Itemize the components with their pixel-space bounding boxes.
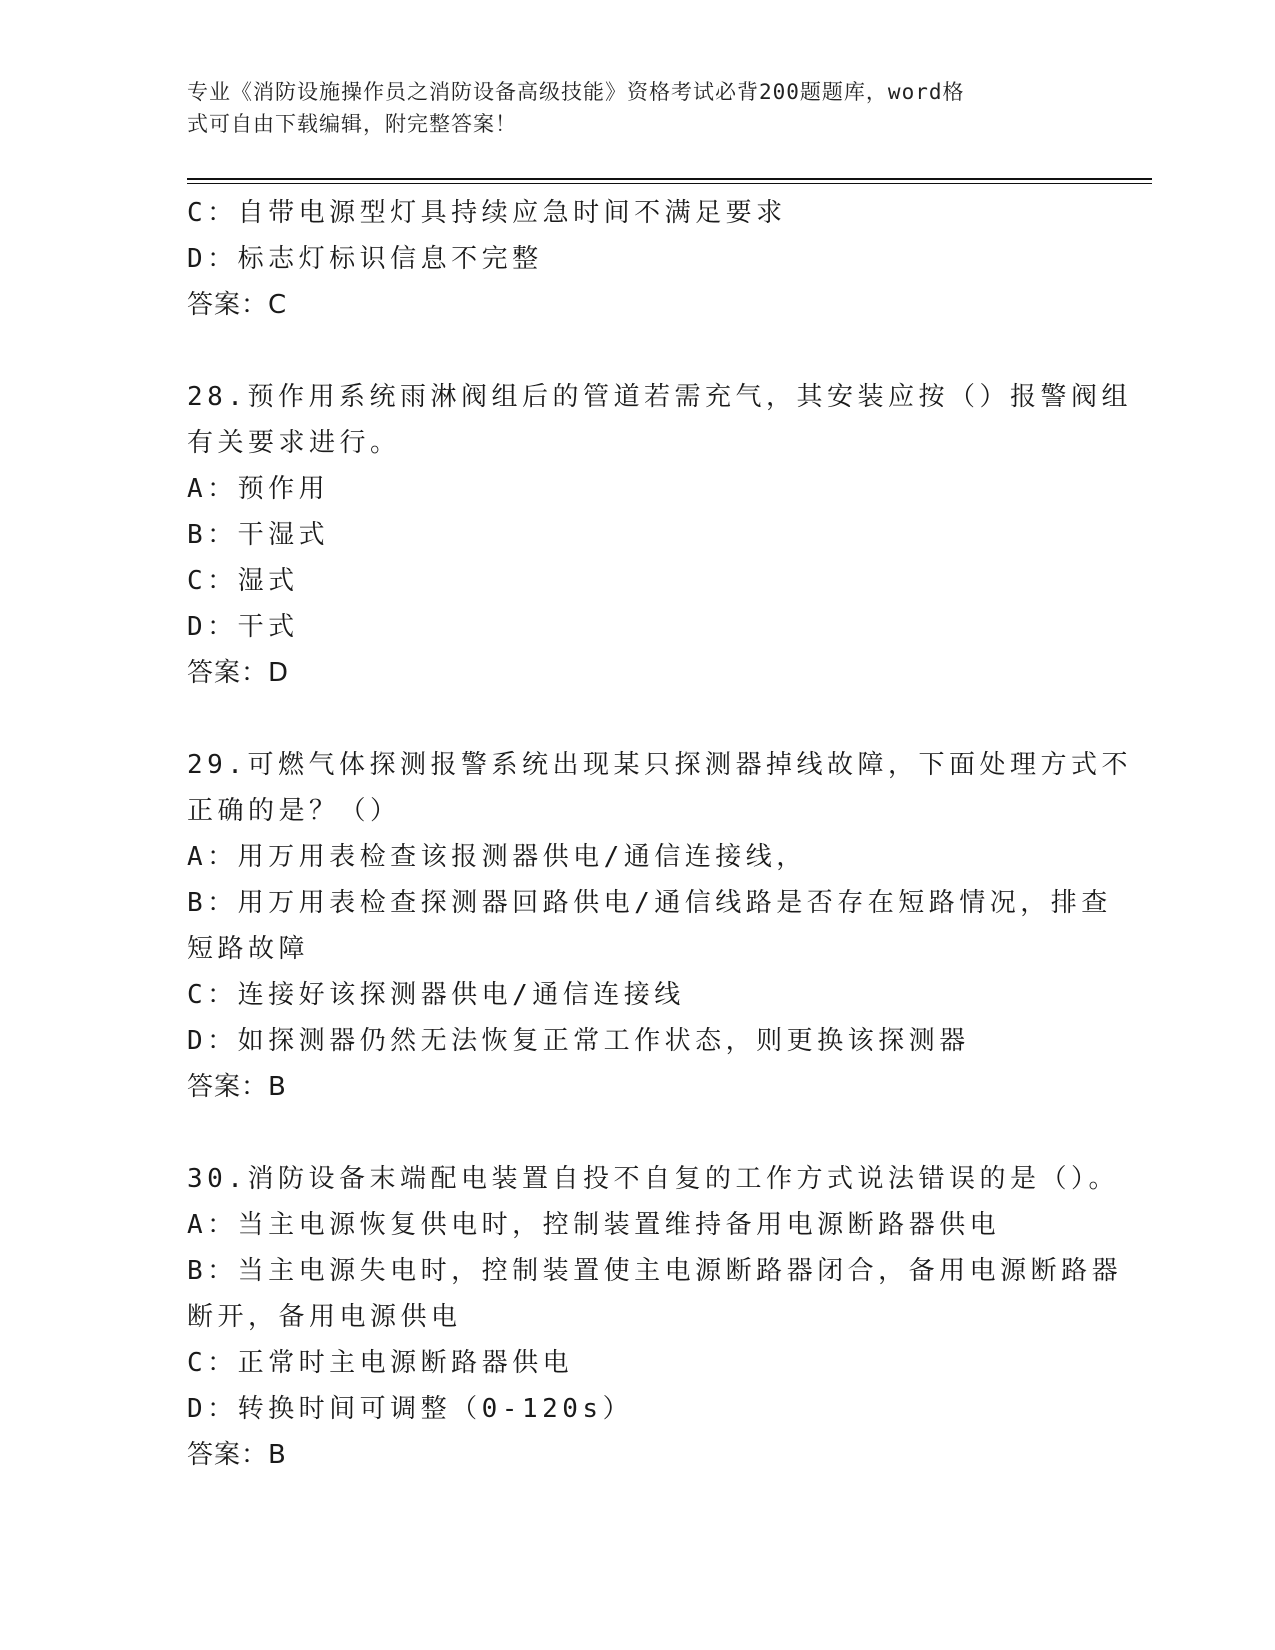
document-header <box>187 76 1067 140</box>
header-line-2: 式可自由下载编辑，附完整答案！ <box>187 112 517 136</box>
answer-label: 答案：B <box>187 1440 287 1470</box>
option-c: C：正常时主电源断路器供电 <box>187 1348 574 1378</box>
spacer <box>187 696 1087 742</box>
question-stem: 28.预作用系统雨淋阀组后的管道若需充气，其安装应按（）报警阀组 <box>187 382 1132 412</box>
question-stem: 29.可燃气体探测报警系统出现某只探测器掉线故障，下面处理方式不 <box>187 750 1132 780</box>
option-d: D：转换时间可调整（0-120s） <box>187 1394 634 1424</box>
question-stem-cont: 有关要求进行。 <box>187 428 401 458</box>
option-a: A：当主电源恢复供电时，控制装置维持备用电源断路器供电 <box>187 1210 1001 1240</box>
header-line-1: 专业《消防设施操作员之消防设备高级技能》资格考试必背200题题库，word格 <box>187 80 965 104</box>
option-b: B：用万用表检查探测器回路供电/通信线路是否存在短路情况，排查 <box>187 888 1112 918</box>
spacer <box>187 328 1087 374</box>
spacer <box>187 1110 1087 1156</box>
question-stem: 30.消防设备末端配电装置自投不自复的工作方式说法错误的是（）。 <box>187 1164 1119 1194</box>
answer-label: 答案：C <box>187 290 288 320</box>
option-a: A：预作用 <box>187 474 330 504</box>
option-b-cont: 短路故障 <box>187 934 310 964</box>
option-b: B：当主电源失电时，控制装置使主电源断路器闭合，备用电源断路器 <box>187 1256 1123 1286</box>
option-b: B：干湿式 <box>187 520 330 550</box>
question-28 <box>187 374 1132 696</box>
question-30 <box>187 1156 1123 1478</box>
answer-label: 答案：B <box>187 1072 287 1102</box>
option-b-cont: 断开，备用电源供电 <box>187 1302 462 1332</box>
header-divider-thin <box>187 183 1152 184</box>
header-divider-thick <box>187 178 1152 180</box>
option-a: A：用万用表检查该报测器供电/通信连接线， <box>187 842 807 872</box>
option-c: C：连接好该探测器供电/通信连接线 <box>187 980 685 1010</box>
question-27-tail <box>187 190 1087 328</box>
option-c: C：自带电源型灯具持续应急时间不满足要求 <box>187 198 787 228</box>
question-29 <box>187 742 1132 1110</box>
question-stem-cont: 正确的是？（） <box>187 796 401 826</box>
answer-label: 答案：D <box>187 658 290 688</box>
option-d: D：标志灯标识信息不完整 <box>187 244 543 274</box>
option-d: D：干式 <box>187 612 299 642</box>
question-list <box>187 190 1132 1478</box>
option-d: D：如探测器仍然无法恢复正常工作状态，则更换该探测器 <box>187 1026 970 1056</box>
option-c: C：湿式 <box>187 566 299 596</box>
